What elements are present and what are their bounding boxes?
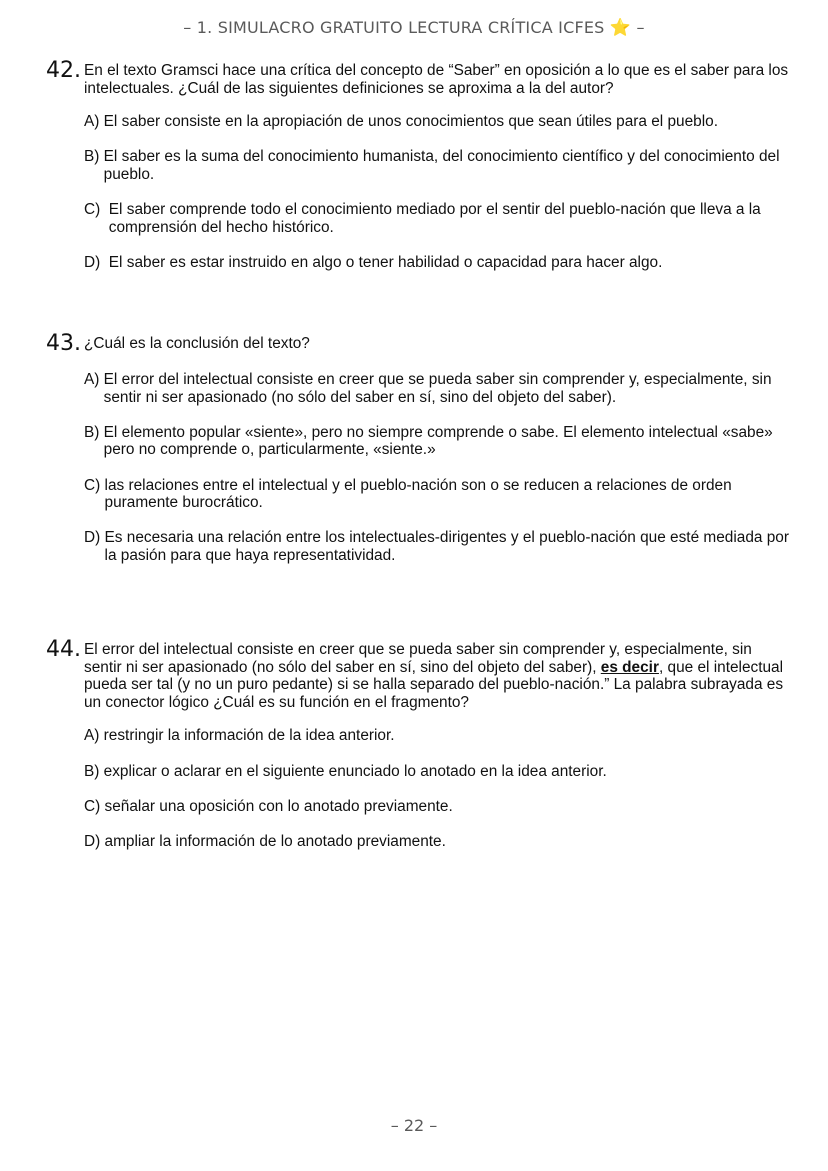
- option-letter: D): [84, 253, 109, 271]
- question-stem: [46, 637, 790, 711]
- option-text: Es necesaria una relación entre los intelectuales-dirigentes y el pueblo-nación que esté mediada por la pasión para que haya representatividad.: [104, 529, 789, 564]
- option-c: [84, 477, 790, 512]
- option-a: [84, 727, 790, 745]
- question-42: [46, 58, 790, 289]
- option-text: El saber comprende todo el conocimiento mediado por el sentir del pueblo-nación que lleva a la comprensión del hecho histórico.: [108, 201, 761, 236]
- option-letter: A): [84, 727, 104, 745]
- option-text: El elemento popular «siente», pero no siempre comprende o sabe. El elemento intelectual «sabe» pero no comprende o, particularmente, «siente.»: [103, 423, 773, 459]
- option-letter: B): [84, 762, 104, 780]
- option-letter: C): [84, 201, 109, 219]
- option-text: explicar o aclarar en el siguiente enunciado lo anotado en la idea anterior.: [103, 762, 607, 780]
- stem-after: , que el intelectual pueda ser tal (y no un puro pedante) si se halla separado del pueblo-nación.” La palabra subrayada es un conector lógico ¿Cuál es su función en el fragmento?: [84, 658, 784, 711]
- page-number: – 22 –: [390, 1116, 438, 1135]
- option-letter: B): [84, 423, 104, 441]
- option-letter: D): [84, 529, 105, 547]
- question-number: 43.: [46, 331, 81, 356]
- page-header: [0, 18, 828, 38]
- option-letter: C): [84, 476, 105, 494]
- question-stem: [46, 58, 790, 97]
- question-text: [84, 641, 790, 711]
- option-a: [84, 371, 790, 406]
- option-d: [84, 254, 790, 272]
- question-text: ¿Cuál es la conclusión del texto?: [84, 335, 310, 352]
- option-c: [84, 201, 790, 236]
- option-letter: A): [84, 113, 104, 131]
- option-text: El error del intelectual consiste en creer que se pueda saber sin comprender y, especialmente, sin sentir ni ser apasionado (no sólo del saber en sí, sino del objeto del saber).: [103, 371, 772, 406]
- option-text: El saber es estar instruido en algo o tener habilidad o capacidad para hacer algo.: [108, 253, 663, 271]
- option-d: [84, 833, 790, 851]
- question-44: [46, 637, 790, 868]
- question-text: En el texto Gramsci hace una crítica del concepto de “Saber” en oposición a lo que es el saber para los intelectuales. ¿Cuál de las siguientes definiciones se aproxima a la del autor?: [84, 62, 789, 97]
- header-title: – 1. SIMULACRO GRATUITO LECTURA CRÍTICA ICFES: [183, 18, 605, 37]
- options-list: [84, 727, 790, 850]
- option-text: El saber es la suma del conocimiento humanista, del conocimiento científico y del conocimiento del pueblo.: [103, 148, 780, 183]
- underlined-connector: es decir: [600, 658, 659, 676]
- option-b: [84, 763, 790, 781]
- question-number: 42.: [46, 58, 81, 83]
- option-b: [84, 148, 790, 183]
- options-list: [84, 113, 790, 271]
- option-c: [84, 798, 790, 816]
- option-a: [84, 113, 790, 131]
- option-letter: A): [84, 371, 104, 388]
- option-b: [84, 424, 790, 459]
- option-text: las relaciones entre el intelectual y el pueblo-nación son o se reducen a relaciones de orden puramente burocrático.: [104, 476, 732, 512]
- option-text: restringir la información de la idea anterior.: [103, 727, 395, 745]
- question-stem: [46, 331, 790, 356]
- star-icon: ⭐: [609, 18, 632, 38]
- option-text: El saber consiste en la apropiación de unos conocimientos que sean útiles para el pueblo.: [103, 113, 718, 131]
- header-trail: –: [636, 18, 645, 37]
- question-number: 44.: [46, 637, 81, 662]
- option-letter: C): [84, 797, 105, 815]
- option-letter: B): [84, 148, 104, 166]
- option-letter: D): [84, 832, 105, 850]
- option-text: señalar una oposición con lo anotado previamente.: [104, 797, 453, 815]
- question-43: [46, 331, 790, 582]
- stem-before: El error del intelectual consiste en creer que se pueda saber sin comprender y, especialmente, sin sentir ni ser apasionado (no sólo del saber en sí, sino del objeto del saber),: [84, 641, 752, 676]
- option-text: ampliar la información de lo anotado previamente.: [104, 832, 446, 850]
- option-d: [84, 529, 790, 564]
- options-list: [84, 371, 790, 565]
